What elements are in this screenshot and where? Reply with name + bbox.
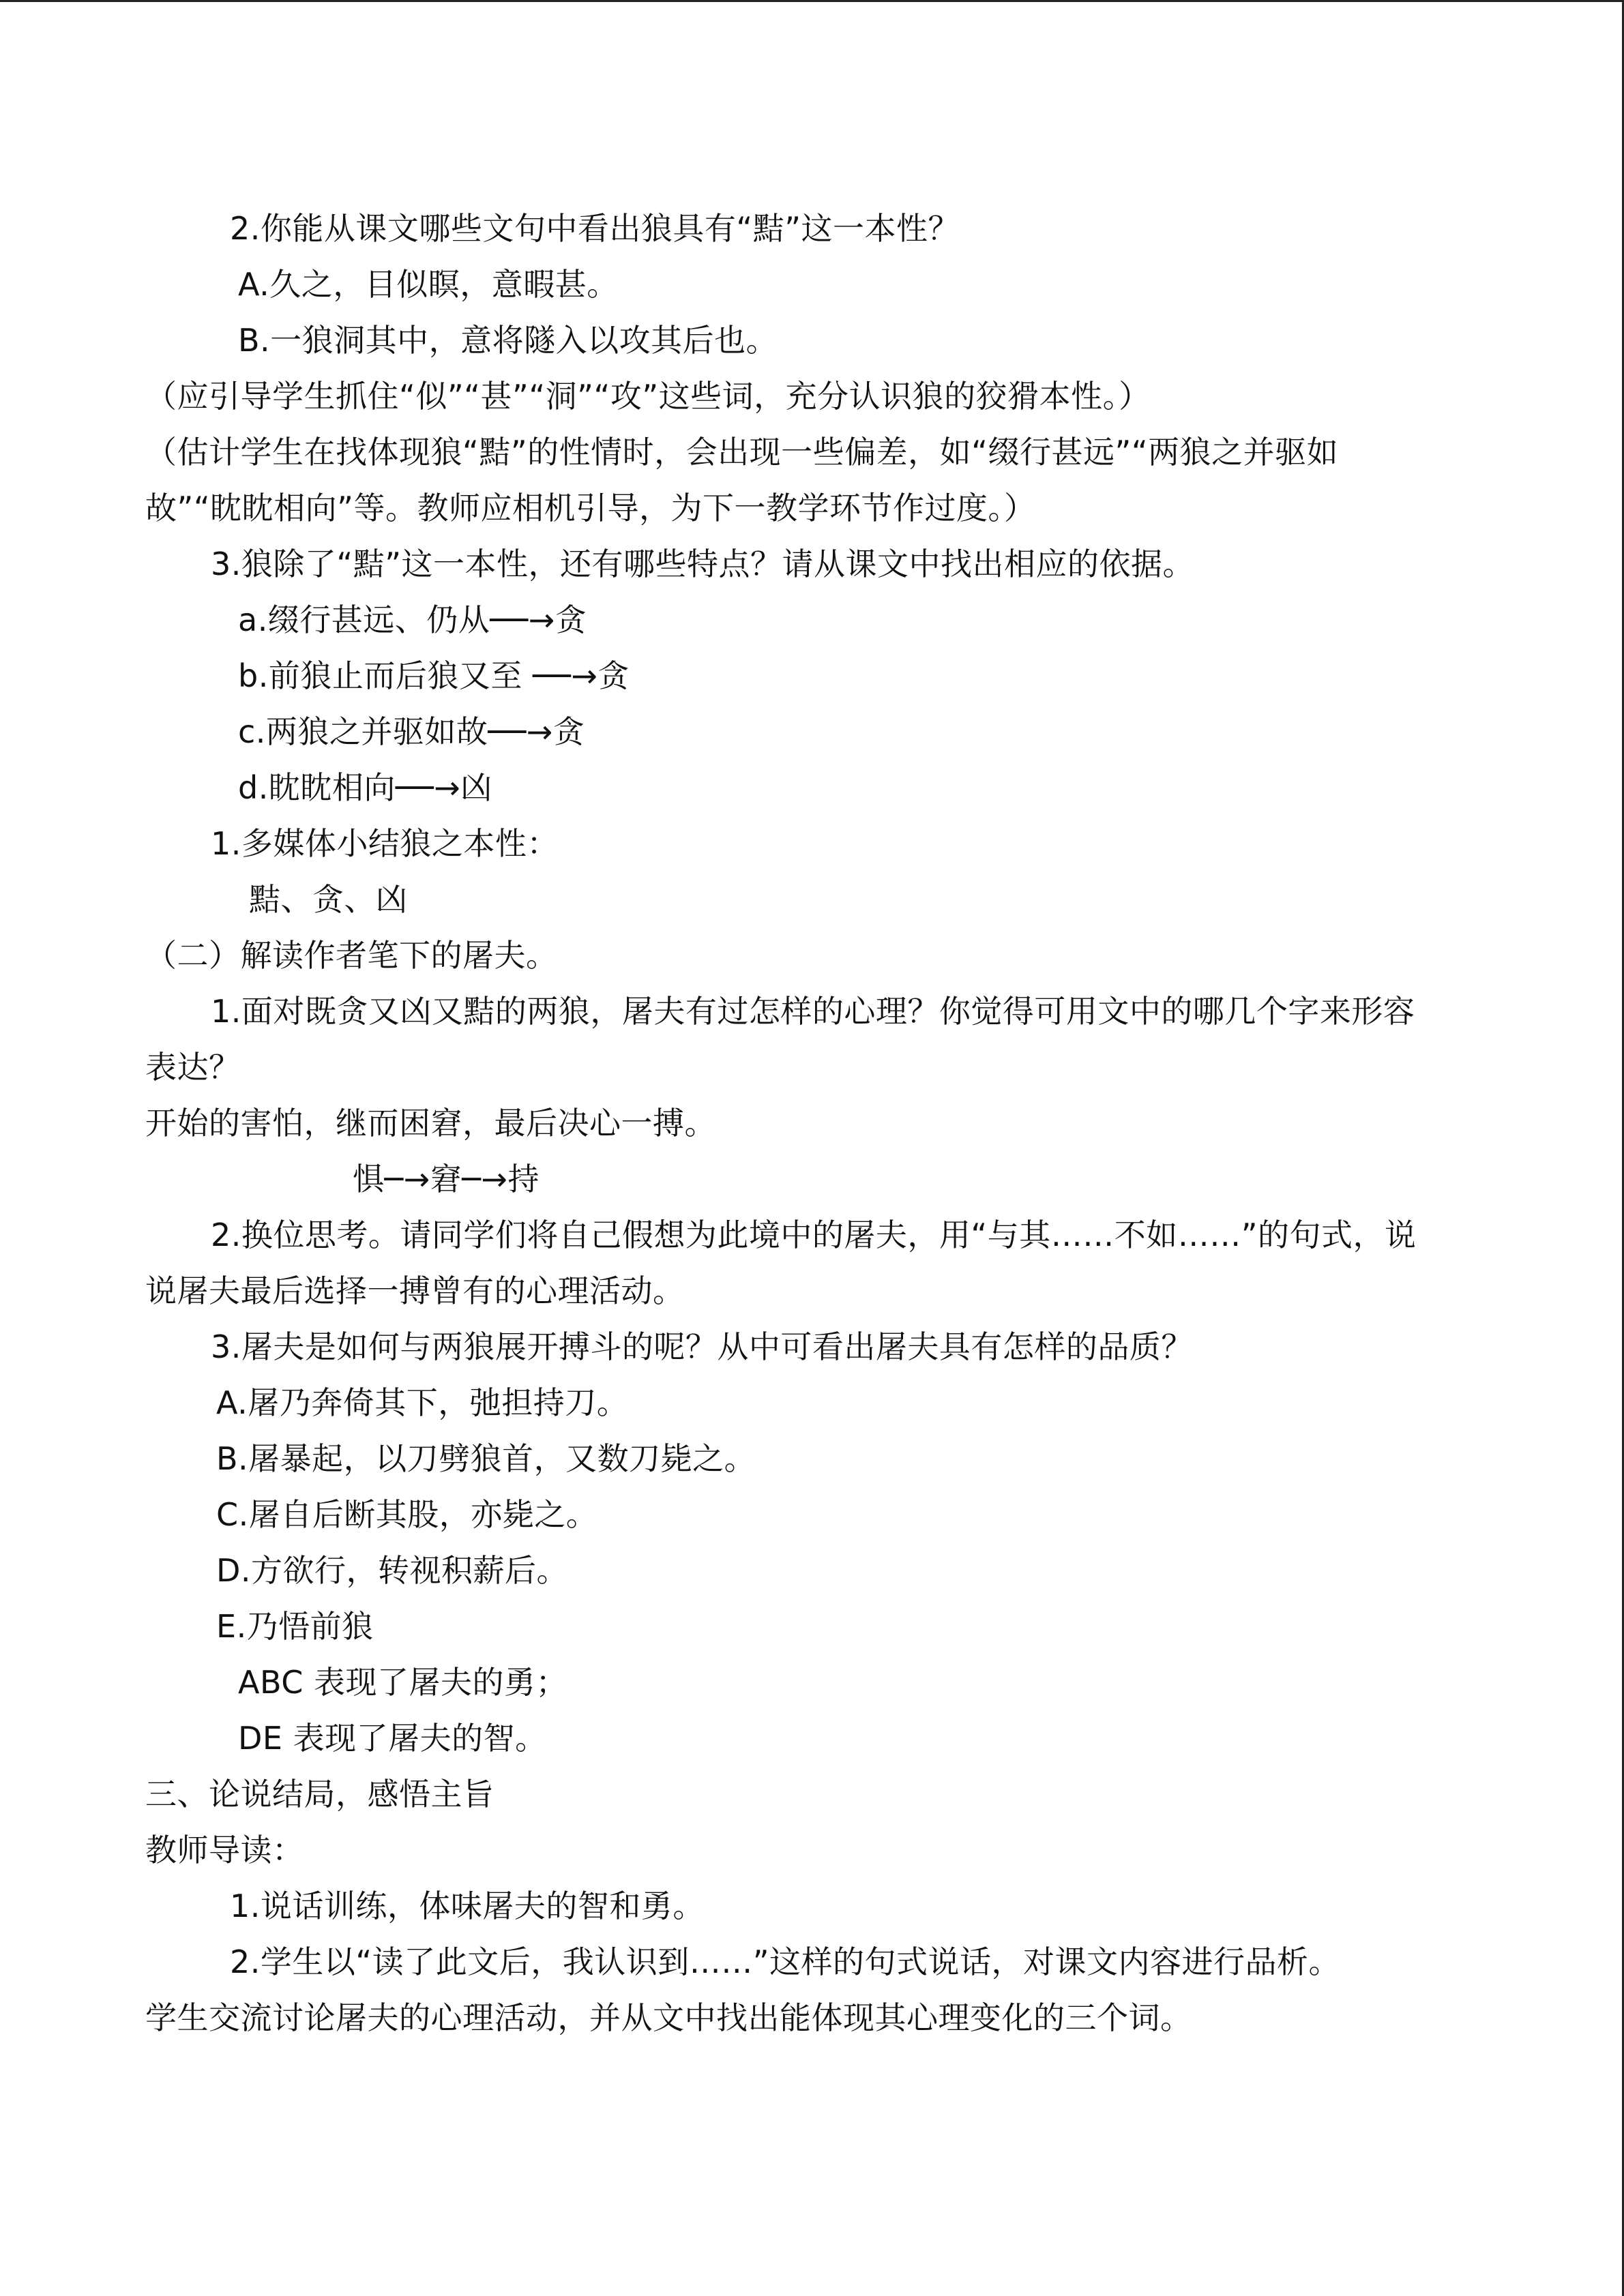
text-line: 2.换位思考。请同学们将自己假想为此境中的屠夫，用“与其……不如……”的句式，说 bbox=[211, 1217, 1417, 1253]
text-line: 黠、贪、凶 bbox=[249, 881, 408, 918]
text-line: 1.说话训练，体味屠夫的智和勇。 bbox=[230, 1888, 705, 1924]
text-line: 3.狼除了“黠”这一本性，还有哪些特点？请从课文中找出相应的依据。 bbox=[211, 546, 1195, 582]
text-line: 3.屠夫是如何与两狼展开搏斗的呢？从中可看出屠夫具有怎样的品质？ bbox=[211, 1328, 1193, 1365]
text-line: E.乃悟前狼 bbox=[216, 1608, 374, 1645]
text-line: D.方欲行，转视积薪后。 bbox=[216, 1552, 569, 1589]
text-line: DE 表现了屠夫的智。 bbox=[238, 1720, 547, 1757]
text-line: （应引导学生抓住“似”“甚”“洞”“攻”这些词，充分认识狼的狡猾本性。） bbox=[145, 378, 1151, 415]
text-line: b.前狼止而后狼又至 ──→贪 bbox=[238, 657, 630, 694]
text-line: c.两狼之并驱如故──→贪 bbox=[238, 713, 585, 750]
text-line: C.屠自后断其股，亦毙之。 bbox=[216, 1496, 598, 1533]
text-line: 2.你能从课文哪些文句中看出狼具有“黠”这一本性？ bbox=[230, 210, 960, 247]
text-line: A.屠乃奔倚其下，弛担持刀。 bbox=[216, 1384, 629, 1421]
text-line: 故”“眈眈相向”等。教师应相机引导，为下一教学环节作过度。） bbox=[145, 490, 1036, 526]
text-line: 表达？ bbox=[145, 1049, 241, 1086]
text-line: B.屠暴起，以刀劈狼首，又数刀毙之。 bbox=[216, 1440, 756, 1477]
text-line: ABC 表现了屠夫的勇； bbox=[238, 1664, 567, 1701]
text-line: 1.面对既贪又凶又黠的两狼，屠夫有过怎样的心理？你觉得可用文中的哪几个字来形容 bbox=[211, 993, 1415, 1030]
text-line: a.缀行甚远、仍从──→贪 bbox=[238, 601, 587, 638]
section-heading: 三、论说结局，感悟主旨 bbox=[145, 1776, 494, 1813]
text-line: （估计学生在找体现狼“黠”的性情时，会出现一些偏差，如“缀行甚远”“两狼之并驱如 bbox=[145, 434, 1339, 471]
text-line: A.久之，目似瞑，意暇甚。 bbox=[238, 266, 619, 303]
text-line: 教师导读： bbox=[145, 1832, 304, 1868]
text-line: d.眈眈相向──→凶 bbox=[238, 769, 492, 806]
text-line: B.一狼洞其中，意将隧入以攻其后也。 bbox=[238, 322, 778, 359]
text-line: 学生交流讨论屠夫的心理活动，并从文中找出能体现其心理变化的三个词。 bbox=[145, 1999, 1192, 2036]
text-line: 说屠夫最后选择一搏曾有的心理活动。 bbox=[145, 1272, 685, 1309]
text-line: 2.学生以“读了此文后，我认识到……”这样的句式说话，对课文内容进行品析。 bbox=[230, 1943, 1341, 1980]
text-line: 1.多媒体小结狼之本性： bbox=[211, 825, 559, 862]
text-line: 开始的害怕，继而困窘，最后决心一搏。 bbox=[145, 1105, 716, 1142]
section-heading: （二）解读作者笔下的屠夫。 bbox=[145, 937, 558, 974]
text-line: 惧─→窘─→持 bbox=[353, 1161, 540, 1197]
